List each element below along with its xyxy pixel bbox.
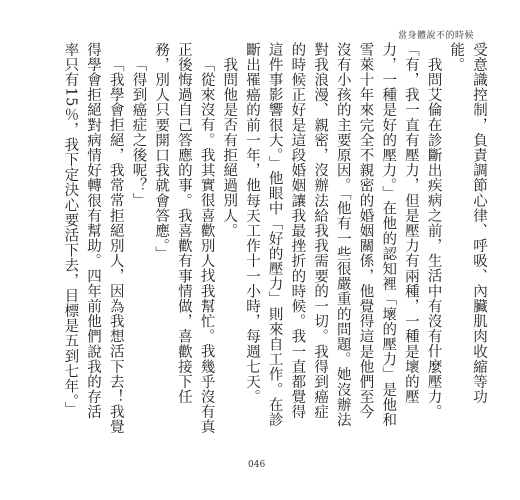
paragraph: 我問艾倫在診斷出疾病之前，生活中有沒有什麼壓力。「有，我一直有壓力，但是壓力有兩種，一種是壞的壓力，一種是好的壓力。」在他的認知裡「壞的壓力」是他和雪萊十年來完全不親密的婚姻關係，他覺得這是他們至今沒有小孩的主要原因。「他有一些很嚴重的問題。她沒辦法對我浪漫、親密，沒辦法給我我需要的一切。我得到癌症的時候正好是這段婚姻讓我最挫折的時候。我一直都覺得這件事影響很大。」他眼中「好的壓力」則來自工作。在診斷出罹癌的前一年，他每天工作十一小時，每週七天。 <box>243 42 442 428</box>
body-text <box>16 42 490 434</box>
paragraph: 「我學會拒絕，我常常拒絕別人，因為我想活下去！我覺得學會拒絕對病情好轉很有幫助。四年前他們說我的存活率只有15％，我下定決心要活下去，目標是五到七年。」 <box>62 42 124 434</box>
page-number: 046 <box>248 460 266 470</box>
paragraph: 我問他是否有拒絕過別人。 <box>221 56 238 238</box>
paragraph: 「從來沒有。我其實很喜歡別人找我幫忙。我幾乎沒有真正後悔過自己答應的事。我喜歡有事情做，喜歡接下任務，別人只要開口我就會答應。」 <box>153 42 215 434</box>
running-header: 當身體說不的時候 <box>397 31 474 41</box>
paragraph: 「得到癌症之後呢？」 <box>130 56 147 208</box>
paragraph: 受意識控制，負責調節心律、呼吸、內臟肌肉收縮等功能。 <box>448 42 487 405</box>
